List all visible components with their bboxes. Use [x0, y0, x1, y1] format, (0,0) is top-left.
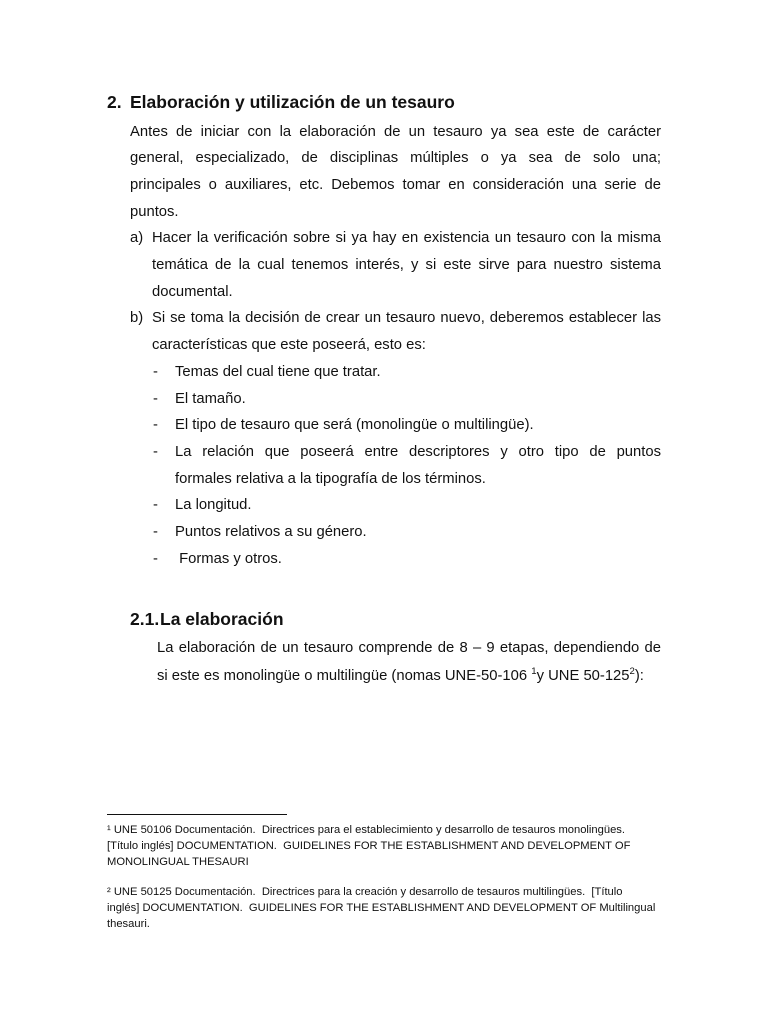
footnote-ref-2: 2	[629, 666, 635, 678]
paragraph-line: general, especializado, de disciplinas múltiples o ya sea de solo una;	[130, 150, 661, 167]
footnote-line: [Título inglés] DOCUMENTATION. GUIDELINES FOR THE ESTABLISHMENT AND DEVELOPMENT OF	[107, 840, 631, 852]
dash-marker: -	[153, 523, 158, 540]
subsection-number: 2.1.	[130, 609, 160, 629]
list-item-line: Si se toma la decisión de crear un tesauro nuevo, deberemos establecer las	[152, 310, 661, 327]
dash-item	[153, 359, 661, 386]
list-marker: b)	[130, 310, 144, 327]
footnote-line: ¹ UNE 50106 Documentación. Directrices para el establecimiento y desarrollo de tesauros monolingües.	[107, 824, 625, 836]
footnote-line: ² UNE 50125 Documentación. Directrices para la creación y desarrollo de tesauros multilingües. [Título	[107, 886, 623, 898]
dash-marker: -	[153, 390, 158, 407]
footnote-2	[107, 884, 655, 932]
section-title: Elaboración y utilización de un tesauro	[130, 92, 455, 112]
footnote-ref-1: 1	[531, 666, 537, 678]
list-marker: a)	[130, 230, 144, 247]
paragraph-line: La elaboración de un tesauro comprende de 8 – 9 etapas, dependiendo de	[157, 640, 661, 656]
dash-item-line: La relación que poseerá entre descriptores y otro tipo de puntos	[175, 443, 661, 460]
list-item-line: temática de la cual tenemos interés, y si este sirve para nuestro sistema	[152, 257, 661, 274]
paragraph-line: principales o auxiliares, etc. Debemos tomar en consideración una serie de	[130, 177, 661, 194]
dash-marker: -	[153, 363, 158, 380]
footnotes	[107, 822, 655, 932]
subsection-title: La elaboración	[160, 609, 284, 629]
dash-item-line: El tamaño.	[175, 390, 246, 407]
section-heading	[107, 90, 455, 114]
list-item-a	[130, 225, 661, 305]
dash-item-line: Formas y otros.	[175, 550, 282, 567]
paragraph-line: Antes de iniciar con la elaboración de un tesauro ya sea este de carácter	[130, 123, 661, 140]
dash-item-line: Puntos relativos a su género.	[175, 523, 367, 540]
footnote-line: inglés] DOCUMENTATION. GUIDELINES FOR THE ESTABLISHMENT AND DEVELOPMENT OF Multilingual	[107, 902, 656, 914]
footnote-line: MONOLINGUAL THESAURI	[107, 856, 249, 868]
subsection-heading	[130, 607, 284, 631]
dash-item	[153, 412, 661, 439]
dash-item	[153, 492, 661, 519]
list-item-line: Hacer la verificación sobre si ya hay en existencia un tesauro con la misma	[152, 230, 661, 247]
intro-paragraph	[130, 119, 661, 226]
dash-item-line: El tipo de tesauro que será (monolingüe o multilingüe).	[175, 417, 534, 434]
text-segment: y UNE 50-125	[536, 668, 630, 684]
dash-item-line: formales relativa a la tipografía de los términos.	[175, 470, 486, 487]
section-number: 2.	[107, 92, 122, 112]
paragraph-line	[157, 662, 661, 690]
text-segment: si este es monolingüe o multilingüe (nomas UNE-50-106	[157, 668, 532, 684]
subsection-paragraph	[157, 634, 661, 690]
dash-item	[153, 546, 661, 573]
dash-marker: -	[153, 417, 158, 434]
dash-item	[153, 519, 661, 546]
footnote-line: thesauri.	[107, 918, 150, 930]
dash-marker: -	[153, 443, 158, 460]
list-item-b	[130, 305, 661, 358]
list-item-line: características que este poseerá, esto es:	[152, 337, 426, 354]
footnote-1	[107, 822, 655, 870]
dash-marker: -	[153, 497, 158, 514]
dash-item	[153, 439, 661, 492]
dash-item-line: La longitud.	[175, 497, 252, 514]
footnote-separator	[107, 814, 287, 815]
paragraph-line: puntos.	[130, 203, 179, 220]
dash-marker: -	[153, 550, 158, 567]
dash-item	[153, 386, 661, 413]
text-segment: ):	[634, 668, 644, 684]
section-body	[0, 119, 768, 573]
dash-item-line: Temas del cual tiene que tratar.	[175, 363, 381, 380]
list-item-line: documental.	[152, 283, 233, 300]
